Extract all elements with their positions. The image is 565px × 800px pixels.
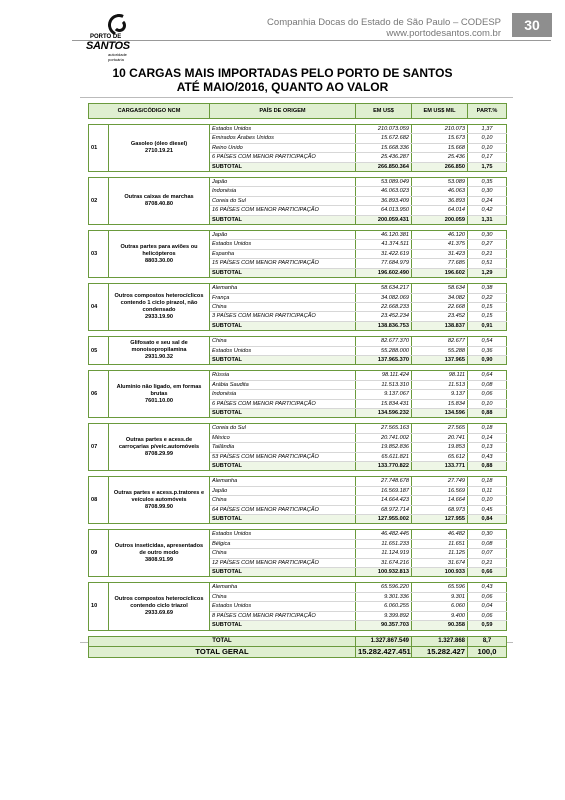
- country-cell: 6 PAÍSES COM MENOR PARTICIPAÇÃO: [210, 399, 356, 408]
- usd-cell: 65.611.821: [356, 452, 412, 461]
- part-cell: 0,51: [468, 259, 507, 268]
- subtotal-label: SUBTOTAL: [210, 215, 356, 224]
- cargo-cell: [109, 530, 210, 577]
- usd-cell: 11.124.919: [356, 549, 412, 558]
- grand-total-row-label: TOTAL GERAL: [89, 646, 356, 657]
- subtotal-usd-mil: 90.358: [412, 621, 468, 630]
- usd-mil-cell: 64.014: [412, 206, 468, 215]
- cargo-index: 10: [89, 583, 109, 630]
- country-cell: 3 PAÍSES COM MENOR PARTICIPAÇÃO: [210, 312, 356, 321]
- cargo-cell: [109, 178, 210, 225]
- part-cell: 0,43: [468, 452, 507, 461]
- usd-cell: 15.672.682: [356, 134, 412, 143]
- usd-cell: 19.852.836: [356, 443, 412, 452]
- usd-cell: 46.482.445: [356, 530, 412, 539]
- header-cargo: CARGAS/CÓDIGO NCM: [89, 104, 210, 119]
- logo-line2: SANTOS: [86, 40, 130, 52]
- cargo-name: Alumínio não ligado, em formas brutas: [116, 383, 202, 397]
- usd-mil-cell: 27.749: [412, 477, 468, 486]
- cargo-cell: [109, 125, 210, 172]
- country-cell: França: [210, 293, 356, 302]
- country-cell: Alemanha: [210, 477, 356, 486]
- logo-line3: autoridade portuária: [108, 52, 127, 62]
- subtotal-label: SUBTOTAL: [210, 515, 356, 524]
- part-cell: 0,06: [468, 592, 507, 601]
- part-cell: 0,27: [468, 240, 507, 249]
- subtotal-usd: 133.770.822: [356, 462, 412, 471]
- usd-mil-cell: 16.569: [412, 486, 468, 495]
- total-row-usd: 1.327.867.549: [356, 636, 412, 646]
- country-cell: Alemanha: [210, 583, 356, 592]
- usd-cell: 31.422.619: [356, 249, 412, 258]
- grand-total-row-usd: 15.282.427.451: [356, 646, 412, 657]
- usd-mil-cell: 15.668: [412, 143, 468, 152]
- cargo-index: 08: [89, 477, 109, 524]
- part-cell: 0,11: [468, 486, 507, 495]
- country-cell: Coreia do Sul: [210, 424, 356, 433]
- usd-cell: 34.082.069: [356, 293, 412, 302]
- usd-mil-cell: 15.834: [412, 399, 468, 408]
- usd-cell: 68.972.714: [356, 505, 412, 514]
- usd-mil-cell: 11.651: [412, 539, 468, 548]
- subtotal-part: 1,75: [468, 162, 507, 171]
- part-cell: 0,17: [468, 153, 507, 162]
- usd-mil-cell: 31.423: [412, 249, 468, 258]
- cargo-ncm: 3808.91.99: [145, 556, 173, 563]
- subtotal-part: 0,84: [468, 515, 507, 524]
- part-cell: 0,22: [468, 293, 507, 302]
- usd-mil-cell: 15.673: [412, 134, 468, 143]
- subtotal-label: SUBTOTAL: [210, 162, 356, 171]
- usd-mil-cell: 77.685: [412, 259, 468, 268]
- subtotal-part: 0,88: [468, 462, 507, 471]
- country-cell: Japão: [210, 486, 356, 495]
- cargo-cell: [109, 231, 210, 278]
- subtotal-label: SUBTOTAL: [210, 462, 356, 471]
- part-cell: 0,42: [468, 206, 507, 215]
- subtotal-part: 1,29: [468, 268, 507, 277]
- part-cell: 0,06: [468, 390, 507, 399]
- usd-cell: 31.674.216: [356, 558, 412, 567]
- part-cell: 0,18: [468, 477, 507, 486]
- part-cell: 0,30: [468, 530, 507, 539]
- part-cell: 0,43: [468, 583, 507, 592]
- subtotal-usd: 138.836.753: [356, 321, 412, 330]
- subtotal-label: SUBTOTAL: [210, 355, 356, 364]
- part-cell: 0,30: [468, 187, 507, 196]
- part-cell: 0,45: [468, 505, 507, 514]
- country-cell: China: [210, 496, 356, 505]
- part-cell: 0,36: [468, 346, 507, 355]
- table-row: [89, 284, 507, 293]
- country-cell: China: [210, 302, 356, 311]
- country-cell: Emirados Árabes Unidos: [210, 134, 356, 143]
- usd-mil-cell: 23.452: [412, 312, 468, 321]
- usd-cell: 11.651.233: [356, 539, 412, 548]
- header-country: PAÍS DE ORIGEM: [210, 104, 356, 119]
- usd-cell: 20.741.002: [356, 433, 412, 442]
- subtotal-part: 0,59: [468, 621, 507, 630]
- usd-cell: 15.834.431: [356, 399, 412, 408]
- cargo-ncm: 2931.90.32: [145, 354, 173, 361]
- table-row: [89, 371, 507, 380]
- usd-mil-cell: 98.111: [412, 371, 468, 380]
- table-row: [89, 530, 507, 539]
- usd-mil-cell: 11.513: [412, 380, 468, 389]
- part-cell: 0,14: [468, 433, 507, 442]
- subtotal-part: 0,88: [468, 408, 507, 417]
- usd-cell: 210.073.059: [356, 125, 412, 134]
- part-cell: 1,37: [468, 125, 507, 134]
- cargo-name: Outros compostos heterocíclicos contendo ciclo triazol: [114, 595, 204, 609]
- usd-cell: 27.565.163: [356, 424, 412, 433]
- total-row-usd-mil: 1.327.868: [412, 636, 468, 646]
- part-cell: 0,15: [468, 312, 507, 321]
- cargo-index: 09: [89, 530, 109, 577]
- part-cell: 0,64: [468, 371, 507, 380]
- country-cell: Estados Unidos: [210, 346, 356, 355]
- subtotal-label: SUBTOTAL: [210, 268, 356, 277]
- usd-mil-cell: 46.063: [412, 187, 468, 196]
- part-cell: 0,38: [468, 284, 507, 293]
- usd-cell: 41.374.511: [356, 240, 412, 249]
- country-cell: 8 PAÍSES COM MENOR PARTICIPAÇÃO: [210, 611, 356, 620]
- total-row-label: TOTAL: [89, 636, 356, 646]
- usd-mil-cell: 22.668: [412, 302, 468, 311]
- subtotal-usd-mil: 138.837: [412, 321, 468, 330]
- part-cell: 0,10: [468, 399, 507, 408]
- table-row: [89, 583, 507, 592]
- table-row: [89, 178, 507, 187]
- part-cell: 0,21: [468, 249, 507, 258]
- cargo-index: 02: [89, 178, 109, 225]
- cargo-index: 05: [89, 337, 109, 365]
- table-body: [89, 119, 507, 658]
- table-row: [89, 477, 507, 486]
- cargo-name: Gasoleo (óleo diesel): [130, 141, 188, 148]
- usd-cell: 23.452.234: [356, 312, 412, 321]
- country-cell: Indonésia: [210, 187, 356, 196]
- page-header: [267, 17, 501, 39]
- logo-line1: PORTO DE: [90, 34, 122, 40]
- header-usd-mil: EM US$ MIL: [412, 104, 468, 119]
- country-cell: Japão: [210, 231, 356, 240]
- subtotal-usd-mil: 200.059: [412, 215, 468, 224]
- part-cell: 0,54: [468, 337, 507, 346]
- usd-mil-cell: 68.973: [412, 505, 468, 514]
- usd-mil-cell: 55.288: [412, 346, 468, 355]
- subtotal-usd: 134.596.232: [356, 408, 412, 417]
- cargo-ncm: 8803.30.00: [145, 257, 173, 264]
- usd-mil-cell: 9.400: [412, 611, 468, 620]
- cargo-name: Outros compostos heterocíclicos contendo 1 ciclo pirazol, não condensado: [114, 293, 204, 314]
- part-cell: 0,24: [468, 196, 507, 205]
- cargo-ncm: 8708.40.80: [145, 201, 173, 208]
- cargo-index: 01: [89, 125, 109, 172]
- country-cell: Tailândia: [210, 443, 356, 452]
- subtotal-usd-mil: 266.850: [412, 162, 468, 171]
- header-divider: [72, 40, 551, 41]
- country-cell: Japão: [210, 178, 356, 187]
- part-cell: 0,04: [468, 602, 507, 611]
- usd-cell: 36.893.409: [356, 196, 412, 205]
- header-usd: EM US$: [356, 104, 412, 119]
- usd-mil-cell: 58.634: [412, 284, 468, 293]
- part-cell: 0,07: [468, 549, 507, 558]
- usd-mil-cell: 9.137: [412, 390, 468, 399]
- cargo-cell: [109, 477, 210, 524]
- part-cell: 0,08: [468, 380, 507, 389]
- usd-mil-cell: 6.060: [412, 602, 468, 611]
- country-cell: Arábia Saudita: [210, 380, 356, 389]
- website-link[interactable]: www.portodesantos.com.br: [386, 28, 501, 39]
- country-cell: Rússia: [210, 371, 356, 380]
- country-cell: Estados Unidos: [210, 240, 356, 249]
- country-cell: Alemanha: [210, 284, 356, 293]
- table-row: [89, 337, 507, 346]
- subtotal-part: 0,66: [468, 568, 507, 577]
- usd-cell: 9.301.336: [356, 592, 412, 601]
- usd-cell: 46.120.381: [356, 231, 412, 240]
- cargo-cell: [109, 284, 210, 331]
- part-cell: 0,06: [468, 611, 507, 620]
- usd-cell: 11.513.310: [356, 380, 412, 389]
- usd-cell: 77.684.979: [356, 259, 412, 268]
- table-row: [89, 231, 507, 240]
- cargo-cell: [109, 371, 210, 418]
- title-line2: ATÉ MAIO/2016, QUANTO AO VALOR: [176, 80, 389, 94]
- usd-mil-cell: 65.596: [412, 583, 468, 592]
- subtotal-label: SUBTOTAL: [210, 621, 356, 630]
- cargo-ncm: 2933.19.90: [145, 314, 173, 321]
- subtotal-part: 1,31: [468, 215, 507, 224]
- country-cell: 16 PAÍSES COM MENOR PARTICIPAÇÃO: [210, 206, 356, 215]
- usd-mil-cell: 9.301: [412, 592, 468, 601]
- part-cell: 0,18: [468, 424, 507, 433]
- usd-mil-cell: 210.073: [412, 125, 468, 134]
- country-cell: 6 PAÍSES COM MENOR PARTICIPAÇÃO: [210, 153, 356, 162]
- part-cell: 0,10: [468, 143, 507, 152]
- usd-mil-cell: 11.125: [412, 549, 468, 558]
- usd-cell: 14.664.423: [356, 496, 412, 505]
- country-cell: Espanha: [210, 249, 356, 258]
- usd-cell: 22.668.233: [356, 302, 412, 311]
- cargo-ncm: 2933.69.69: [145, 609, 173, 616]
- cargo-name: Outras partes e acess.de carroçarias p/veic.automóveis: [118, 436, 200, 450]
- table-row: [89, 125, 507, 134]
- usd-cell: 9.137.067: [356, 390, 412, 399]
- cargo-ncm: 2710.19.21: [145, 148, 173, 155]
- usd-mil-cell: 65.612: [412, 452, 468, 461]
- cargo-cell: [109, 424, 210, 471]
- cargo-ncm: 8708.99.90: [145, 503, 173, 510]
- part-cell: 0,30: [468, 231, 507, 240]
- cargo-ncm: 8708.29.99: [145, 450, 173, 457]
- grand-total-row: [89, 646, 507, 657]
- country-cell: 53 PAÍSES COM MENOR PARTICIPAÇÃO: [210, 452, 356, 461]
- usd-cell: 55.288.000: [356, 346, 412, 355]
- usd-mil-cell: 82.677: [412, 337, 468, 346]
- part-cell: 0,21: [468, 558, 507, 567]
- subtotal-label: SUBTOTAL: [210, 321, 356, 330]
- country-cell: Bélgica: [210, 539, 356, 548]
- usd-cell: 64.013.950: [356, 206, 412, 215]
- subtotal-usd-mil: 134.596: [412, 408, 468, 417]
- total-row: [89, 636, 507, 646]
- page-title: [0, 66, 565, 94]
- porto-de-santos-logo: [72, 14, 142, 62]
- country-cell: Estados Unidos: [210, 530, 356, 539]
- subtotal-usd: 137.965.370: [356, 355, 412, 364]
- imports-table: [88, 103, 507, 658]
- country-cell: 15 PAÍSES COM MENOR PARTICIPAÇÃO: [210, 259, 356, 268]
- table-row: [89, 424, 507, 433]
- cargo-index: 06: [89, 371, 109, 418]
- cargo-ncm: 7601.10.00: [145, 397, 173, 404]
- cargo-cell: [109, 337, 210, 365]
- country-cell: Indonésia: [210, 390, 356, 399]
- cargo-index: 03: [89, 231, 109, 278]
- cargo-name: Outras partes para aviões ou helicópteros: [120, 243, 198, 257]
- cargo-cell: [109, 583, 210, 630]
- cargo-name: Outras partes e acess.p.tratores e veículos automóveis: [113, 489, 205, 503]
- usd-mil-cell: 20.741: [412, 433, 468, 442]
- part-cell: 0,10: [468, 496, 507, 505]
- cargo-name: Outras caixas de marchas: [124, 194, 194, 201]
- subtotal-usd-mil: 127.955: [412, 515, 468, 524]
- usd-cell: 15.668.336: [356, 143, 412, 152]
- subtotal-usd: 100.932.813: [356, 568, 412, 577]
- usd-cell: 46.063.023: [356, 187, 412, 196]
- country-cell: Coreia do Sul: [210, 196, 356, 205]
- country-cell: México: [210, 433, 356, 442]
- subtotal-usd-mil: 137.965: [412, 355, 468, 364]
- subtotal-usd-mil: 100.933: [412, 568, 468, 577]
- cargo-name: Outros inseticidas, apresentados de outro modo: [114, 542, 204, 556]
- usd-cell: 16.569.187: [356, 486, 412, 495]
- grand-total-row-part: 100,0: [468, 646, 507, 657]
- logo-swirl-inner-icon: [113, 19, 126, 32]
- part-cell: 0,10: [468, 134, 507, 143]
- part-cell: 0,08: [468, 539, 507, 548]
- header-part: PART.%: [468, 104, 507, 119]
- usd-cell: 65.596.220: [356, 583, 412, 592]
- usd-cell: 27.748.678: [356, 477, 412, 486]
- usd-cell: 25.436.287: [356, 153, 412, 162]
- cargo-name: Glifosato e seu sal de monoisopropilamina: [130, 340, 188, 354]
- subtotal-part: 0,90: [468, 355, 507, 364]
- subtotal-usd: 196.602.490: [356, 268, 412, 277]
- usd-mil-cell: 19.853: [412, 443, 468, 452]
- usd-mil-cell: 36.893: [412, 196, 468, 205]
- subtotal-usd: 266.850.364: [356, 162, 412, 171]
- usd-mil-cell: 53.089: [412, 178, 468, 187]
- usd-cell: 53.089.049: [356, 178, 412, 187]
- subtotal-usd: 90.357.703: [356, 621, 412, 630]
- table-header-row: [89, 104, 507, 119]
- country-cell: Estados Unidos: [210, 125, 356, 134]
- country-cell: China: [210, 549, 356, 558]
- part-cell: 0,35: [468, 178, 507, 187]
- country-cell: Reino Unido: [210, 143, 356, 152]
- usd-cell: 82.677.370: [356, 337, 412, 346]
- cargo-index: 04: [89, 284, 109, 331]
- usd-cell: 58.634.217: [356, 284, 412, 293]
- title-line1: 10 CARGAS MAIS IMPORTADAS PELO PORTO DE SANTOS: [112, 66, 453, 80]
- usd-mil-cell: 14.664: [412, 496, 468, 505]
- usd-mil-cell: 31.674: [412, 558, 468, 567]
- grand-total-row-usd-mil: 15.282.427: [412, 646, 468, 657]
- usd-mil-cell: 41.375: [412, 240, 468, 249]
- subtotal-label: SUBTOTAL: [210, 408, 356, 417]
- page-number: 30: [512, 13, 552, 37]
- usd-cell: 98.111.424: [356, 371, 412, 380]
- subtotal-usd-mil: 196.602: [412, 268, 468, 277]
- subtotal-usd-mil: 133.771: [412, 462, 468, 471]
- usd-mil-cell: 46.120: [412, 231, 468, 240]
- country-cell: 12 PAÍSES COM MENOR PARTICIPAÇÃO: [210, 558, 356, 567]
- subtotal-label: SUBTOTAL: [210, 568, 356, 577]
- company-name: Companhia Docas do Estado de São Paulo – CODESP: [267, 17, 501, 28]
- subtotal-usd: 127.955.002: [356, 515, 412, 524]
- usd-mil-cell: 25.436: [412, 153, 468, 162]
- cargo-index: 07: [89, 424, 109, 471]
- usd-mil-cell: 34.082: [412, 293, 468, 302]
- part-cell: 0,15: [468, 302, 507, 311]
- country-cell: China: [210, 592, 356, 601]
- usd-cell: 9.399.892: [356, 611, 412, 620]
- total-row-part: 8,7: [468, 636, 507, 646]
- part-cell: 0,13: [468, 443, 507, 452]
- usd-cell: 6.060.255: [356, 602, 412, 611]
- usd-mil-cell: 27.565: [412, 424, 468, 433]
- subtotal-part: 0,91: [468, 321, 507, 330]
- subtotal-usd: 200.059.431: [356, 215, 412, 224]
- country-cell: China: [210, 337, 356, 346]
- country-cell: Estados Unidos: [210, 602, 356, 611]
- usd-mil-cell: 46.482: [412, 530, 468, 539]
- country-cell: 64 PAÍSES COM MENOR PARTICIPAÇÃO: [210, 505, 356, 514]
